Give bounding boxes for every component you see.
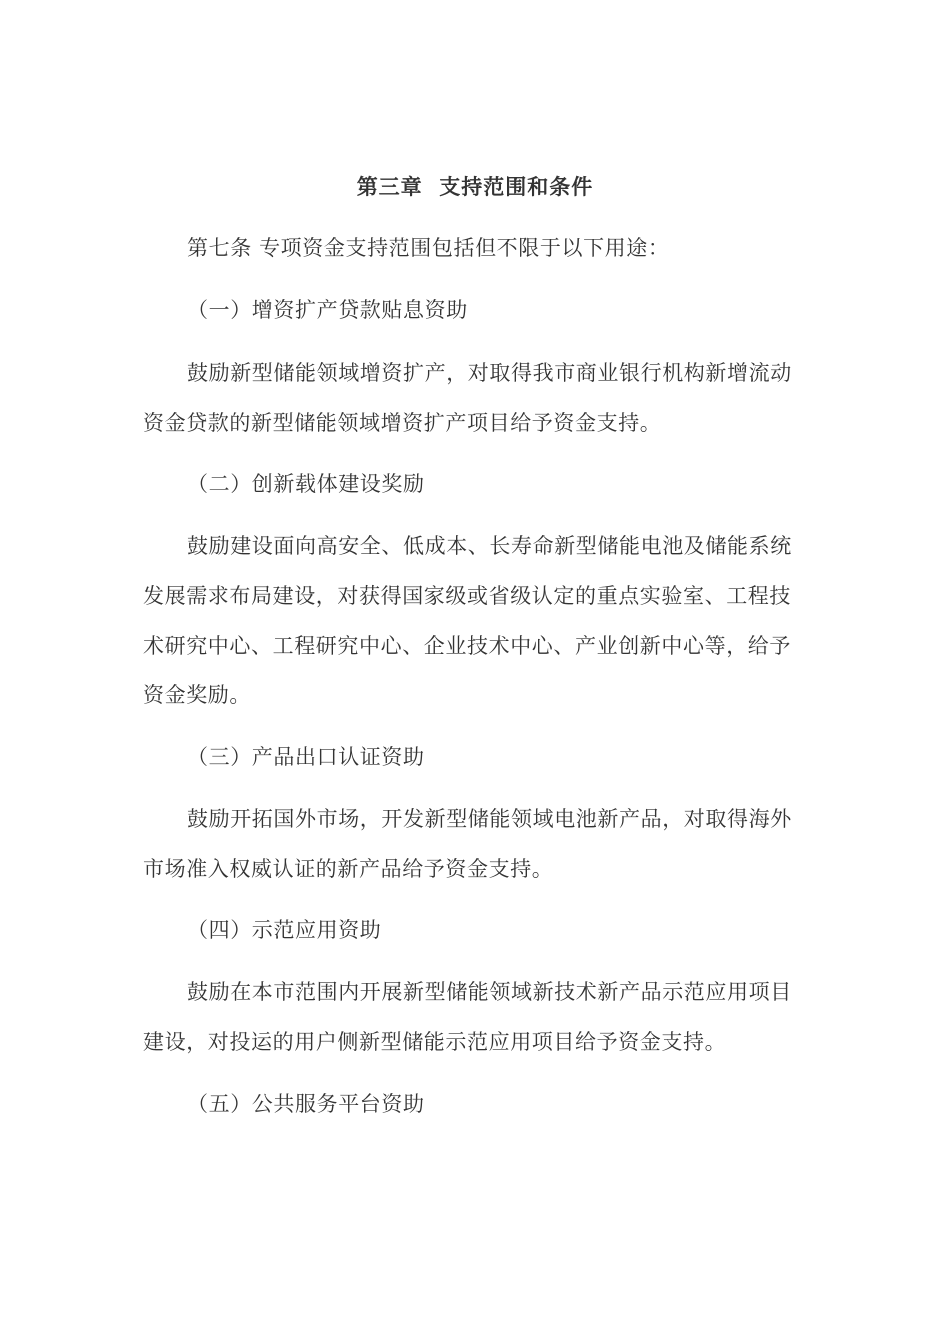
item4-body-line: 建设，对投运的用户侧新型储能示范应用项目给予资金支持。 <box>143 1030 727 1054</box>
item3-heading: （三）产品出口认证资助 <box>187 745 425 769</box>
item4-heading: （四）示范应用资助 <box>187 918 382 942</box>
article-heading: 第七条 专项资金支持范围包括但不限于以下用途： <box>187 236 670 260</box>
item5-heading: （五）公共服务平台资助 <box>187 1092 425 1116</box>
item1-heading: （一）增资扩产贷款贴息资助 <box>187 298 468 322</box>
item2-heading: （二）创新载体建设奖励 <box>187 472 425 496</box>
item1-body-line: 鼓励新型储能领域增资扩产，对取得我市商业银行机构新增流动 <box>187 361 792 385</box>
chapter-title: 第三章 支持范围和条件 <box>356 175 594 199</box>
item2-body-line: 鼓励建设面向高安全、低成本、长寿命新型储能电池及储能系统 <box>187 534 792 558</box>
item2-body-line: 资金奖励。 <box>143 683 251 707</box>
item4-body-line: 鼓励在本市范围内开展新型储能领域新技术新产品示范应用项目 <box>187 980 792 1004</box>
item1-body-line: 资金贷款的新型储能领域增资扩产项目给予资金支持。 <box>143 411 662 435</box>
item2-body-line: 术研究中心、工程研究中心、企业技术中心、产业创新中心等，给予 <box>143 634 791 658</box>
item2-body-line: 发展需求布局建设，对获得国家级或省级认定的重点实验室、工程技 <box>143 584 791 608</box>
item3-body-line: 市场准入权威认证的新产品给予资金支持。 <box>143 857 554 881</box>
item3-body-line: 鼓励开拓国外市场，开发新型储能领域电池新产品，对取得海外 <box>187 807 792 831</box>
